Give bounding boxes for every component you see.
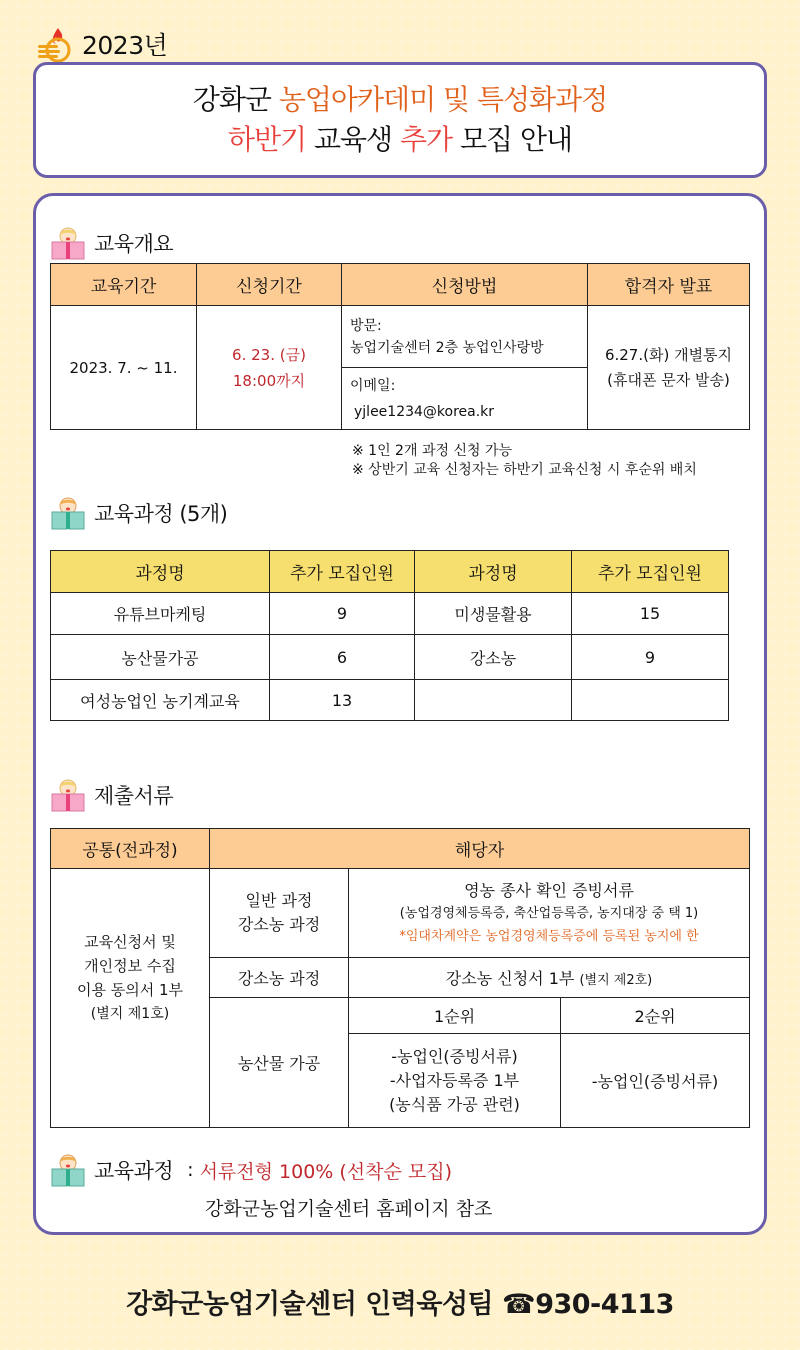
note-2: ※ 상반기 교육 신청자는 하반기 교육신청 시 후순위 배치 (352, 462, 697, 478)
announce-method: (휴대폰 문자 발송) (607, 370, 730, 389)
email-address[interactable]: yjlee1234@korea.kr (354, 403, 495, 420)
reading-child-pink-book-icon (48, 226, 88, 260)
email-label: 이메일: (350, 377, 396, 394)
general-doc-options: (농업경영체등록증, 축산업등록증, 농지대장 중 택 1) (399, 905, 699, 921)
processing-label: 농산물 가공 (210, 998, 349, 1128)
note-1: ※ 1인 2개 과정 신청 가능 (352, 443, 512, 459)
selection-method: 서류전형 100% (선착순 모집) (199, 1160, 453, 1183)
section-overview-title: 교육개요 (94, 232, 174, 256)
header-apply-period: 신청기간 (197, 264, 342, 306)
visit-place: 농업기술센터 2층 농업인사랑방 (350, 339, 544, 356)
title-students: 교육생 (306, 123, 400, 156)
course-count (572, 680, 729, 721)
year-text: 2023년 (82, 31, 168, 60)
title-notice: 모집 안내 (452, 123, 573, 156)
section-courses-heading (48, 496, 227, 530)
general-label-line: 일반 과정 (245, 891, 313, 910)
general-doc-title: 영농 종사 확인 증빙서류 (464, 880, 634, 900)
section-selection-title: 교육과정 (94, 1159, 174, 1183)
selection-reference: 강화군농업기술센터 홈페이지 참조 (205, 1198, 493, 1220)
apply-email (342, 368, 588, 430)
common-documents (51, 869, 210, 1128)
title-additional: 추가 (400, 123, 453, 156)
courses-table (50, 550, 729, 721)
header-apply-method: 신청방법 (342, 264, 588, 306)
course-name: 농산물가공 (51, 635, 270, 680)
section-documents-heading (48, 778, 173, 812)
common-doc-line: 개인정보 수집 (84, 957, 176, 975)
common-doc-line: 교육신청서 및 (84, 933, 176, 951)
header-period: 교육기간 (51, 264, 197, 306)
header-target: 해당자 (210, 829, 750, 869)
course-count: 9 (270, 593, 415, 635)
gangsonong-documents (349, 958, 750, 998)
apply-deadline (197, 306, 342, 430)
course-count: 15 (572, 593, 729, 635)
table-row (51, 635, 729, 680)
priority-2-doc: -농업인(증빙서류) (591, 1072, 719, 1091)
common-doc-line: 이용 동의서 1부 (76, 981, 184, 999)
gangsonong-doc-ref: (별지 제2호) (579, 973, 653, 988)
general-label-line: 강소농 과정 (237, 915, 321, 934)
course-name: 미생물활용 (415, 593, 572, 635)
apply-date: 6. 23. (금) (232, 345, 306, 364)
footer-contact (0, 1282, 800, 1321)
course-count: 13 (270, 680, 415, 721)
header-course-count-1: 추가 모집인원 (270, 551, 415, 593)
section-documents-title: 제출서류 (94, 784, 174, 808)
overview-table (50, 263, 750, 430)
general-course-documents (349, 869, 750, 958)
title-line-1 (193, 80, 607, 120)
phone-icon: ☎ (502, 1289, 536, 1320)
course-count: 6 (270, 635, 415, 680)
section-courses-title: 교육과정 (5개) (94, 502, 228, 526)
priority-1-documents (349, 1034, 561, 1128)
course-name: 강소농 (415, 635, 572, 680)
common-doc-line: (별지 제1호) (90, 1006, 170, 1022)
footer-org: 강화군농업기술센터 인력육성팀 (126, 1289, 494, 1320)
title-line-2 (228, 120, 572, 160)
apply-visit (342, 306, 588, 368)
course-name: 여성농업인 농기계교육 (51, 680, 270, 721)
priority-1-doc: (농식품 가공 관련) (389, 1094, 520, 1114)
header-course-name-2: 과정명 (415, 551, 572, 593)
year-header (36, 26, 167, 62)
priority-1-doc: -사업자등록증 1부 (389, 1070, 520, 1090)
table-row (51, 593, 729, 635)
course-count: 9 (572, 635, 729, 680)
course-name: 유튜브마케팅 (51, 593, 270, 635)
priority-2-documents (561, 1034, 750, 1128)
course-name (415, 680, 572, 721)
selection-colon: : (187, 1159, 194, 1181)
footer-phone[interactable]: 930-4113 (535, 1289, 674, 1320)
table-row (51, 680, 729, 721)
header-course-name-1: 과정명 (51, 551, 270, 593)
title-half: 하반기 (227, 123, 307, 156)
priority-1-label: 1순위 (349, 998, 561, 1034)
education-period: 2023. 7. ~ 11. (51, 306, 197, 430)
header-announcement: 합격자 발표 (588, 264, 750, 306)
apply-time: 18:00까지 (232, 371, 306, 390)
section-overview-heading (48, 226, 173, 260)
priority-1-doc: -농업인(증빙서류) (391, 1046, 518, 1066)
title-program: 농업아카데미 및 특성화과정 (278, 83, 608, 116)
title-box (33, 62, 767, 178)
overview-notes (352, 442, 697, 480)
announce-date: 6.27.(화) 개별통지 (604, 345, 733, 364)
section-selection-heading (48, 1153, 452, 1187)
reading-child-pink-book-icon (48, 778, 88, 812)
agency-logo-icon (36, 26, 76, 62)
priority-2-label: 2순위 (561, 998, 750, 1034)
header-common: 공통(전과정) (51, 829, 210, 869)
documents-table (50, 828, 750, 1128)
general-doc-note: *임대차계약은 농업경영체등록증에 등록된 농지에 한 (399, 928, 699, 944)
general-course-label (210, 869, 349, 958)
header-course-count-2: 추가 모집인원 (572, 551, 729, 593)
title-region: 강화군 (192, 83, 279, 116)
reading-child-green-book-icon (48, 496, 88, 530)
gangsonong-label: 강소농 과정 (210, 958, 349, 998)
visit-label: 방문: (350, 317, 382, 334)
reading-child-green-book-icon (48, 1153, 88, 1187)
announcement (588, 306, 750, 430)
gangsonong-doc: 강소농 신청서 1부 (445, 969, 575, 988)
